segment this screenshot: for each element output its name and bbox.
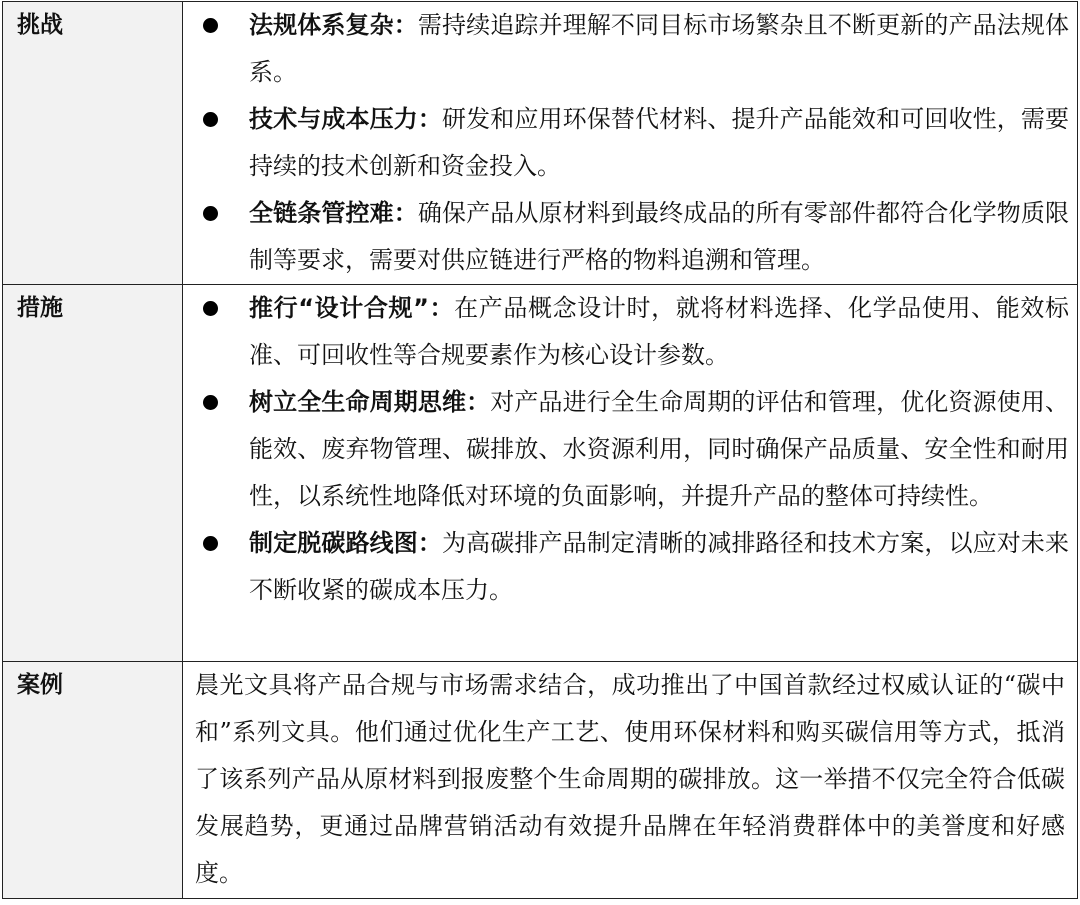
item-text: 研发和应用环保替代材料、提升产品能效和可回收性，需要持续的技术创新和资金投入。	[249, 105, 1070, 180]
bullet-dot-icon	[203, 206, 218, 221]
case-content	[183, 662, 1078, 899]
list-item	[183, 285, 1077, 379]
item-text: 确保产品从原材料到最终成品的所有零部件都符合化学物质限制等要求，需要对供应链进行严格的物料追溯和管理。	[249, 199, 1070, 274]
list-item	[183, 379, 1077, 520]
item-title: 树立全生命周期思维：	[249, 388, 491, 416]
item-title: 法规体系复杂：	[249, 11, 418, 39]
list-item	[183, 96, 1077, 190]
list-item	[183, 520, 1077, 614]
item-title: 制定脱碳路线图：	[249, 529, 442, 557]
item-title: 全链条管控难：	[249, 199, 418, 227]
challenges-row	[3, 2, 1078, 285]
case-paragraph: 晨光文具将产品合规与市场需求结合，成功推出了中国首款经过权威认证的“碳中和”系列文具。他们通过优化生产工艺、使用环保材料和购买碳信用等方式，抵消了该系列产品从原材料到报废整个生命周期的碳排放。这一举措不仅完全符合低碳发展趋势，更通过品牌营销活动有效提升品牌在年轻消费群体中的美誉度和好感度。	[195, 671, 1065, 887]
item-text: 对产品进行全生命周期的评估和管理，优化资源使用、能效、废弃物管理、碳排放、水资源利用，同时确保产品质量、安全性和耐用性，以系统性地降低对环境的负面影响，并提升产品的整体可持续性。	[249, 388, 1070, 510]
item-title: 推行“设计合规”：	[249, 294, 455, 322]
item-text: 需持续追踪并理解不同目标市场繁杂且不断更新的产品法规体系。	[249, 11, 1070, 86]
measures-row	[3, 285, 1078, 662]
case-row	[3, 662, 1078, 899]
challenges-label: 挑战	[3, 2, 183, 285]
bullet-dot-icon	[203, 18, 218, 33]
challenges-content	[183, 2, 1078, 285]
item-title: 技术与成本压力：	[249, 105, 442, 133]
bullet-dot-icon	[203, 536, 218, 551]
bullet-dot-icon	[203, 112, 218, 127]
case-label: 案例	[3, 662, 183, 899]
measures-list	[183, 285, 1077, 614]
measures-label: 措施	[3, 285, 183, 662]
bullet-dot-icon	[203, 395, 218, 410]
item-text: 在产品概念设计时，就将材料选择、化学品使用、能效标准、可回收性等合规要素作为核心设计参数。	[249, 294, 1069, 369]
info-table	[2, 1, 1078, 899]
measures-content	[183, 285, 1078, 662]
item-text: 为高碳排产品制定清晰的减排路径和技术方案，以应对未来不断收紧的碳成本压力。	[249, 529, 1070, 604]
list-item	[183, 190, 1077, 284]
challenges-list	[183, 2, 1077, 284]
list-item	[183, 2, 1077, 96]
bullet-dot-icon	[203, 301, 218, 316]
